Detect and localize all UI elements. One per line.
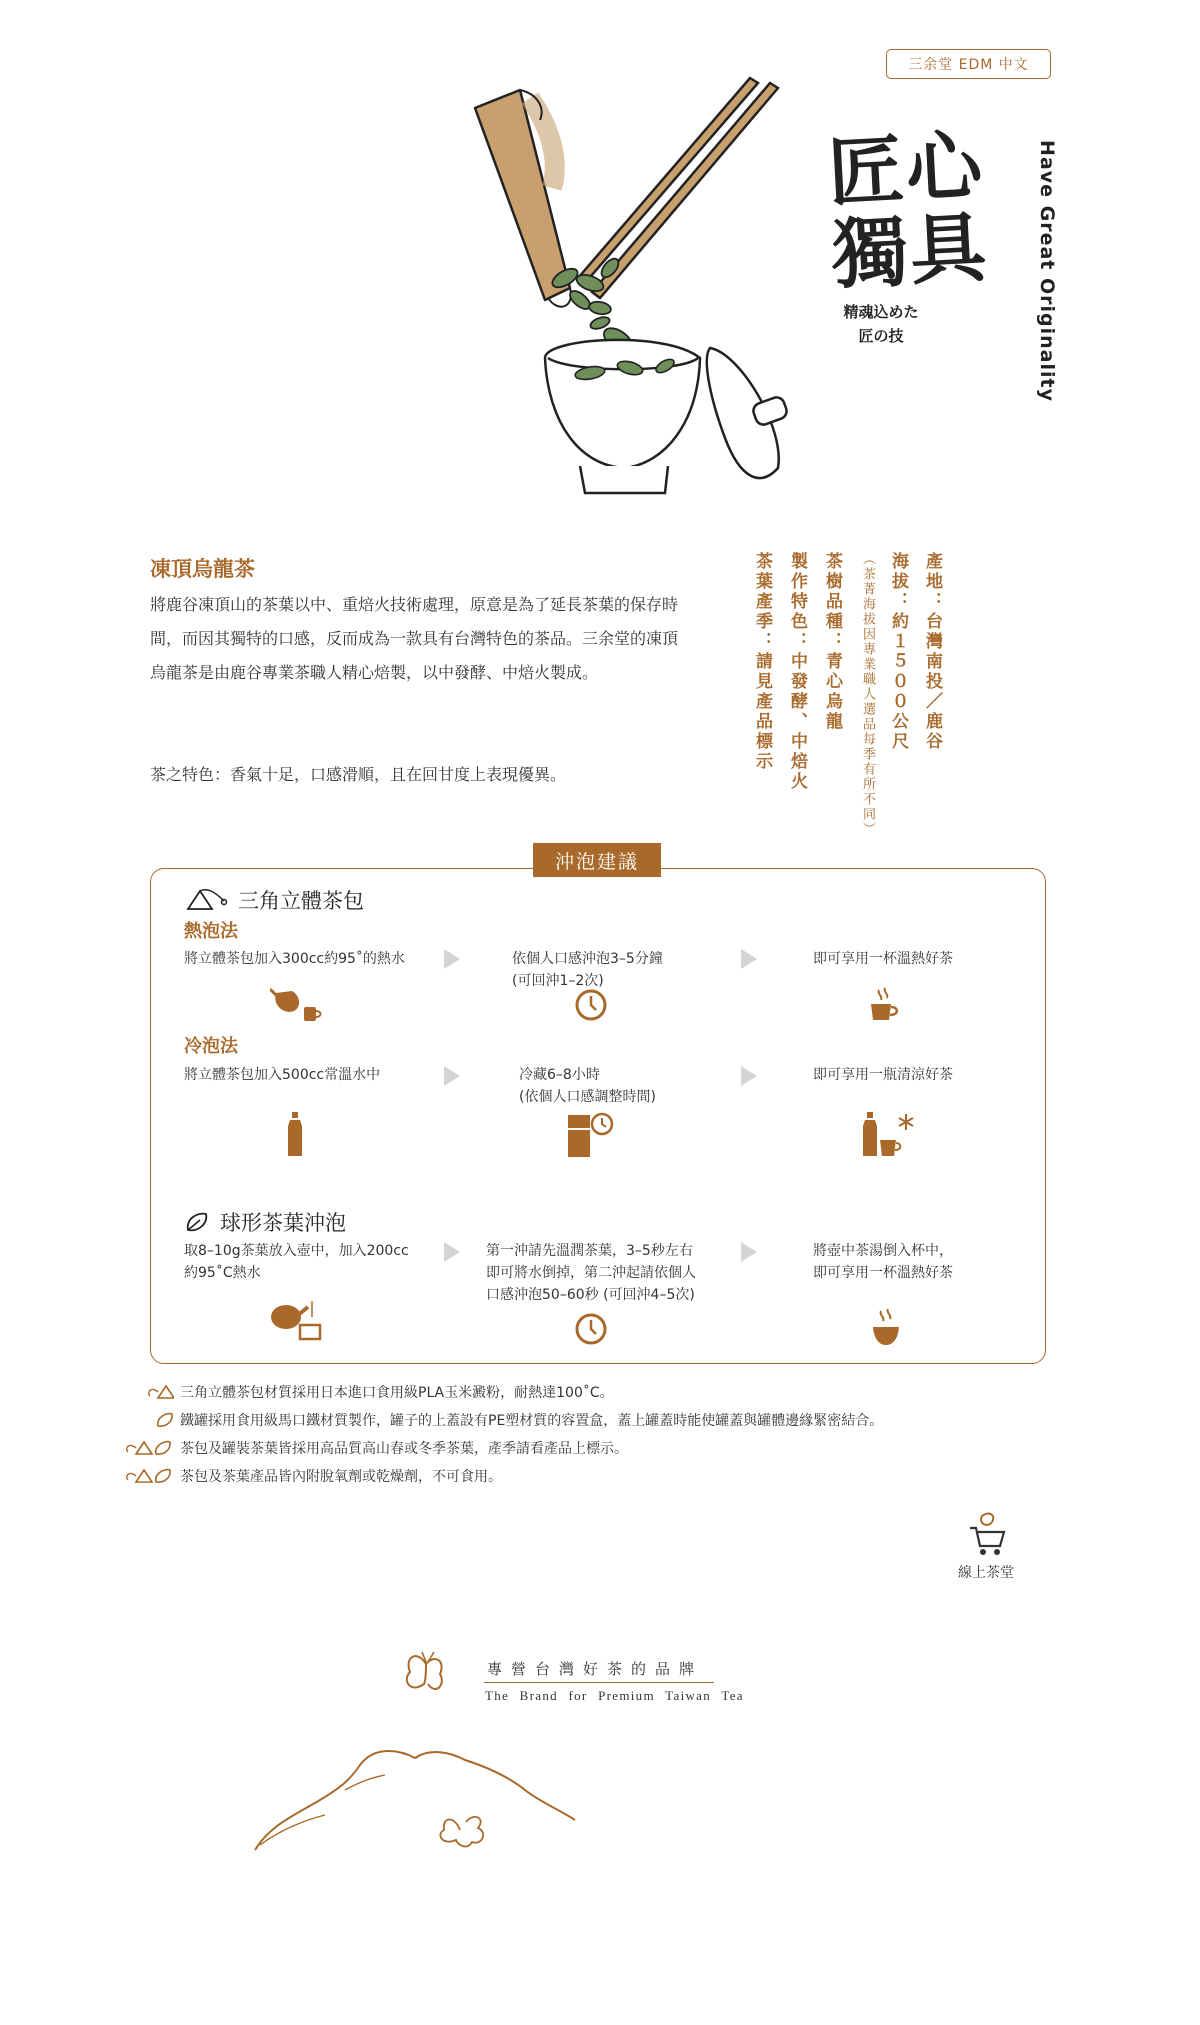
tea-bowl-steam-icon [871, 1307, 901, 1349]
kettle-pour-icon [270, 985, 322, 1027]
spec-altitude-note: （茶菁海拔因專業職人選品每季有所不同） [860, 552, 875, 837]
leaf-section-title: 球形茶葉沖泡 [184, 1207, 346, 1237]
leaf-step-3: 將壺中茶湯倒入杯中， 即可享用一杯溫熱好茶 [813, 1243, 953, 1281]
teabag-leaf-icon [124, 1440, 174, 1456]
cold-method-label: 冷泡法 [184, 1036, 238, 1057]
mountain-illustration [250, 1720, 600, 1880]
spec-process: 製作特色：中發酵、中焙火 [787, 552, 807, 792]
online-store-link[interactable]: 線上茶堂 [958, 1565, 1014, 1581]
teabag-icon [184, 887, 228, 913]
hot-step-3: 即可享用一杯溫熱好茶 [813, 951, 953, 967]
note-item: 鐵罐採用食用級馬口鐵材質製作，罐子的上蓋設有PE塑材質的容置盒，蓋上罐蓋時能使罐蓋與罐體邊緣緊密結合。 [122, 1410, 883, 1430]
tea-bowl-icon [545, 340, 700, 493]
step-arrow-icon [444, 1066, 460, 1086]
step-arrow-icon [741, 949, 757, 969]
tea-leaf-icon [156, 1412, 174, 1428]
hero-title: 匠心 獨具 [825, 120, 991, 300]
timer-icon [574, 1312, 608, 1346]
water-bottle-icon [287, 1112, 303, 1158]
fridge-timer-icon [566, 1111, 616, 1159]
product-description: 將鹿谷凍頂山的茶葉以中、重焙火技術處理，原意是為了延長茶葉的保存時間，而因其獨特的口感，反而成為一款具有台灣特色的茶品。三余堂的凍頂烏龍茶是由鹿谷專業茶職人精心焙製，以中發酵、中焙火製成。 [150, 595, 679, 682]
tea-leaf-icon [184, 1210, 210, 1234]
cold-step-1: 將立體茶包加入500cc常溫水中 [184, 1067, 381, 1083]
bamboo-scoop-icon [475, 90, 571, 307]
step-arrow-icon [741, 1066, 757, 1086]
brewing-badge: 沖泡建議 [533, 843, 661, 877]
spec-season: 茶葉產季：請見產品標示 [752, 552, 772, 772]
spec-variety: 茶樹品種：青心烏龍 [822, 552, 842, 732]
product-feature: 茶之特色：香氣十足，口感滑順，且在回甘度上表現優異。 [150, 765, 567, 784]
hot-tea-cup-icon [869, 986, 899, 1024]
teabag-section-title: 三角立體茶包 [184, 885, 364, 915]
hot-step-2: 依個人口感沖泡3–5分鐘 (可回沖1–2次) [512, 951, 663, 989]
hot-method-label: 熱泡法 [184, 921, 238, 942]
brand-tagline-en: The Brand for Premium Taiwan Tea [485, 1688, 744, 1703]
product-name: 凍頂烏龍茶 [150, 557, 255, 581]
butterfly-logo-icon [400, 1650, 452, 1704]
brand-divider [484, 1682, 714, 1683]
teapot-pour-icon [268, 1297, 328, 1343]
cold-tea-bottle-icon [862, 1112, 914, 1158]
language-tag[interactable]: 三余堂 EDM 中文 [886, 49, 1051, 79]
teabag-leaf-icon [124, 1468, 174, 1484]
step-arrow-icon [741, 1242, 757, 1262]
step-arrow-icon [444, 949, 460, 969]
bowl-lid-icon [707, 348, 789, 478]
shopping-cart-icon[interactable] [968, 1512, 1008, 1558]
hero-illustration [440, 68, 840, 518]
note-item: 茶包及罐裝茶葉皆採用高品質高山春或冬季茶葉，產季請看產品上標示。 [122, 1438, 628, 1458]
hero-subtitle: 精魂込めた 匠の技 [843, 303, 919, 345]
note-item: 三角立體茶包材質採用日本進口食用級PLA玉米澱粉，耐熱達100˚C。 [122, 1382, 614, 1402]
hot-step-1: 將立體茶包加入300cc約95˚的熱水 [184, 951, 405, 967]
step-arrow-icon [444, 1242, 460, 1262]
spec-altitude: 海拔：約１５００公尺 [888, 552, 908, 752]
leaf-step-2: 第一沖請先溫潤茶葉，3–5秒左右 即可將水倒掉，第二沖起請依個人 口感沖泡50–60秒 (可回沖4–5次) [486, 1243, 696, 1303]
spec-origin: 產地：台灣南投／鹿谷 [922, 552, 942, 752]
brand-tagline-cn: 專營台灣好茶的品牌 [487, 1660, 704, 1678]
leaf-step-1: 取8–10g茶葉放入壺中，加入200cc 約95˚C熱水 [184, 1243, 409, 1281]
timer-icon [574, 988, 608, 1022]
note-item: 茶包及茶葉產品皆內附脫氧劑或乾燥劑，不可食用。 [122, 1466, 502, 1486]
hero-english-title: Have Great Originality [1036, 140, 1058, 402]
teabag-icon [144, 1384, 174, 1400]
cold-step-2: 冷藏6–8小時 (依個人口感調整時間) [519, 1067, 656, 1105]
cold-step-3: 即可享用一瓶清涼好茶 [813, 1067, 953, 1083]
